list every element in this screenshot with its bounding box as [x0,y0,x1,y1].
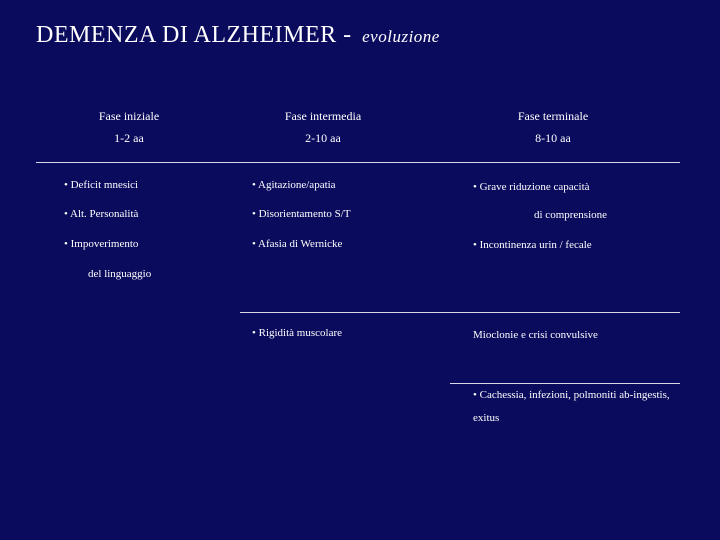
header-divider [36,162,680,163]
terminal-item-1-continuation: di comprensione [534,209,608,221]
header-duration-intermediate: 2-10 aa [305,131,341,145]
initial-item-1: • Deficit mnesici [64,179,139,191]
intermediate-item-1: • Agitazione/apatia [252,179,336,191]
header-phase-initial: Fase iniziale [98,109,160,123]
slide-title [36,22,440,49]
intermediate-item-4: • Rigidità muscolare [252,327,342,339]
title-main: DEMENZA DI ALZHEIMER - [36,22,352,48]
terminal-divider [450,383,680,384]
intermediate-item-2: • Disorientamento S/T [252,208,351,220]
header-phase-intermediate: Fase intermedia [284,109,362,123]
terminal-item-3: Mioclonie e crisi convulsive [473,329,598,341]
terminal-item-1: • Grave riduzione capacità [473,181,590,193]
terminal-item-4: • Cachessia, infezioni, polmoniti ab-ingestis, [473,389,670,401]
intermediate-item-3: • Afasia di Wernicke [252,238,343,250]
terminal-item-2: • Incontinenza urin / fecale [473,239,592,251]
initial-item-3-continuation: del linguaggio [88,268,152,280]
initial-item-2: • Alt. Personalità [64,208,139,220]
initial-item-3: • Impoverimento [64,238,139,250]
header-phase-terminal: Fase terminale [517,109,589,123]
terminal-item-4-continuation: exitus [473,412,500,424]
header-duration-initial: 1-2 aa [114,131,144,145]
title-subtitle: evoluzione [362,27,440,46]
header-duration-terminal: 8-10 aa [535,131,571,145]
intermediate-divider [240,312,680,313]
